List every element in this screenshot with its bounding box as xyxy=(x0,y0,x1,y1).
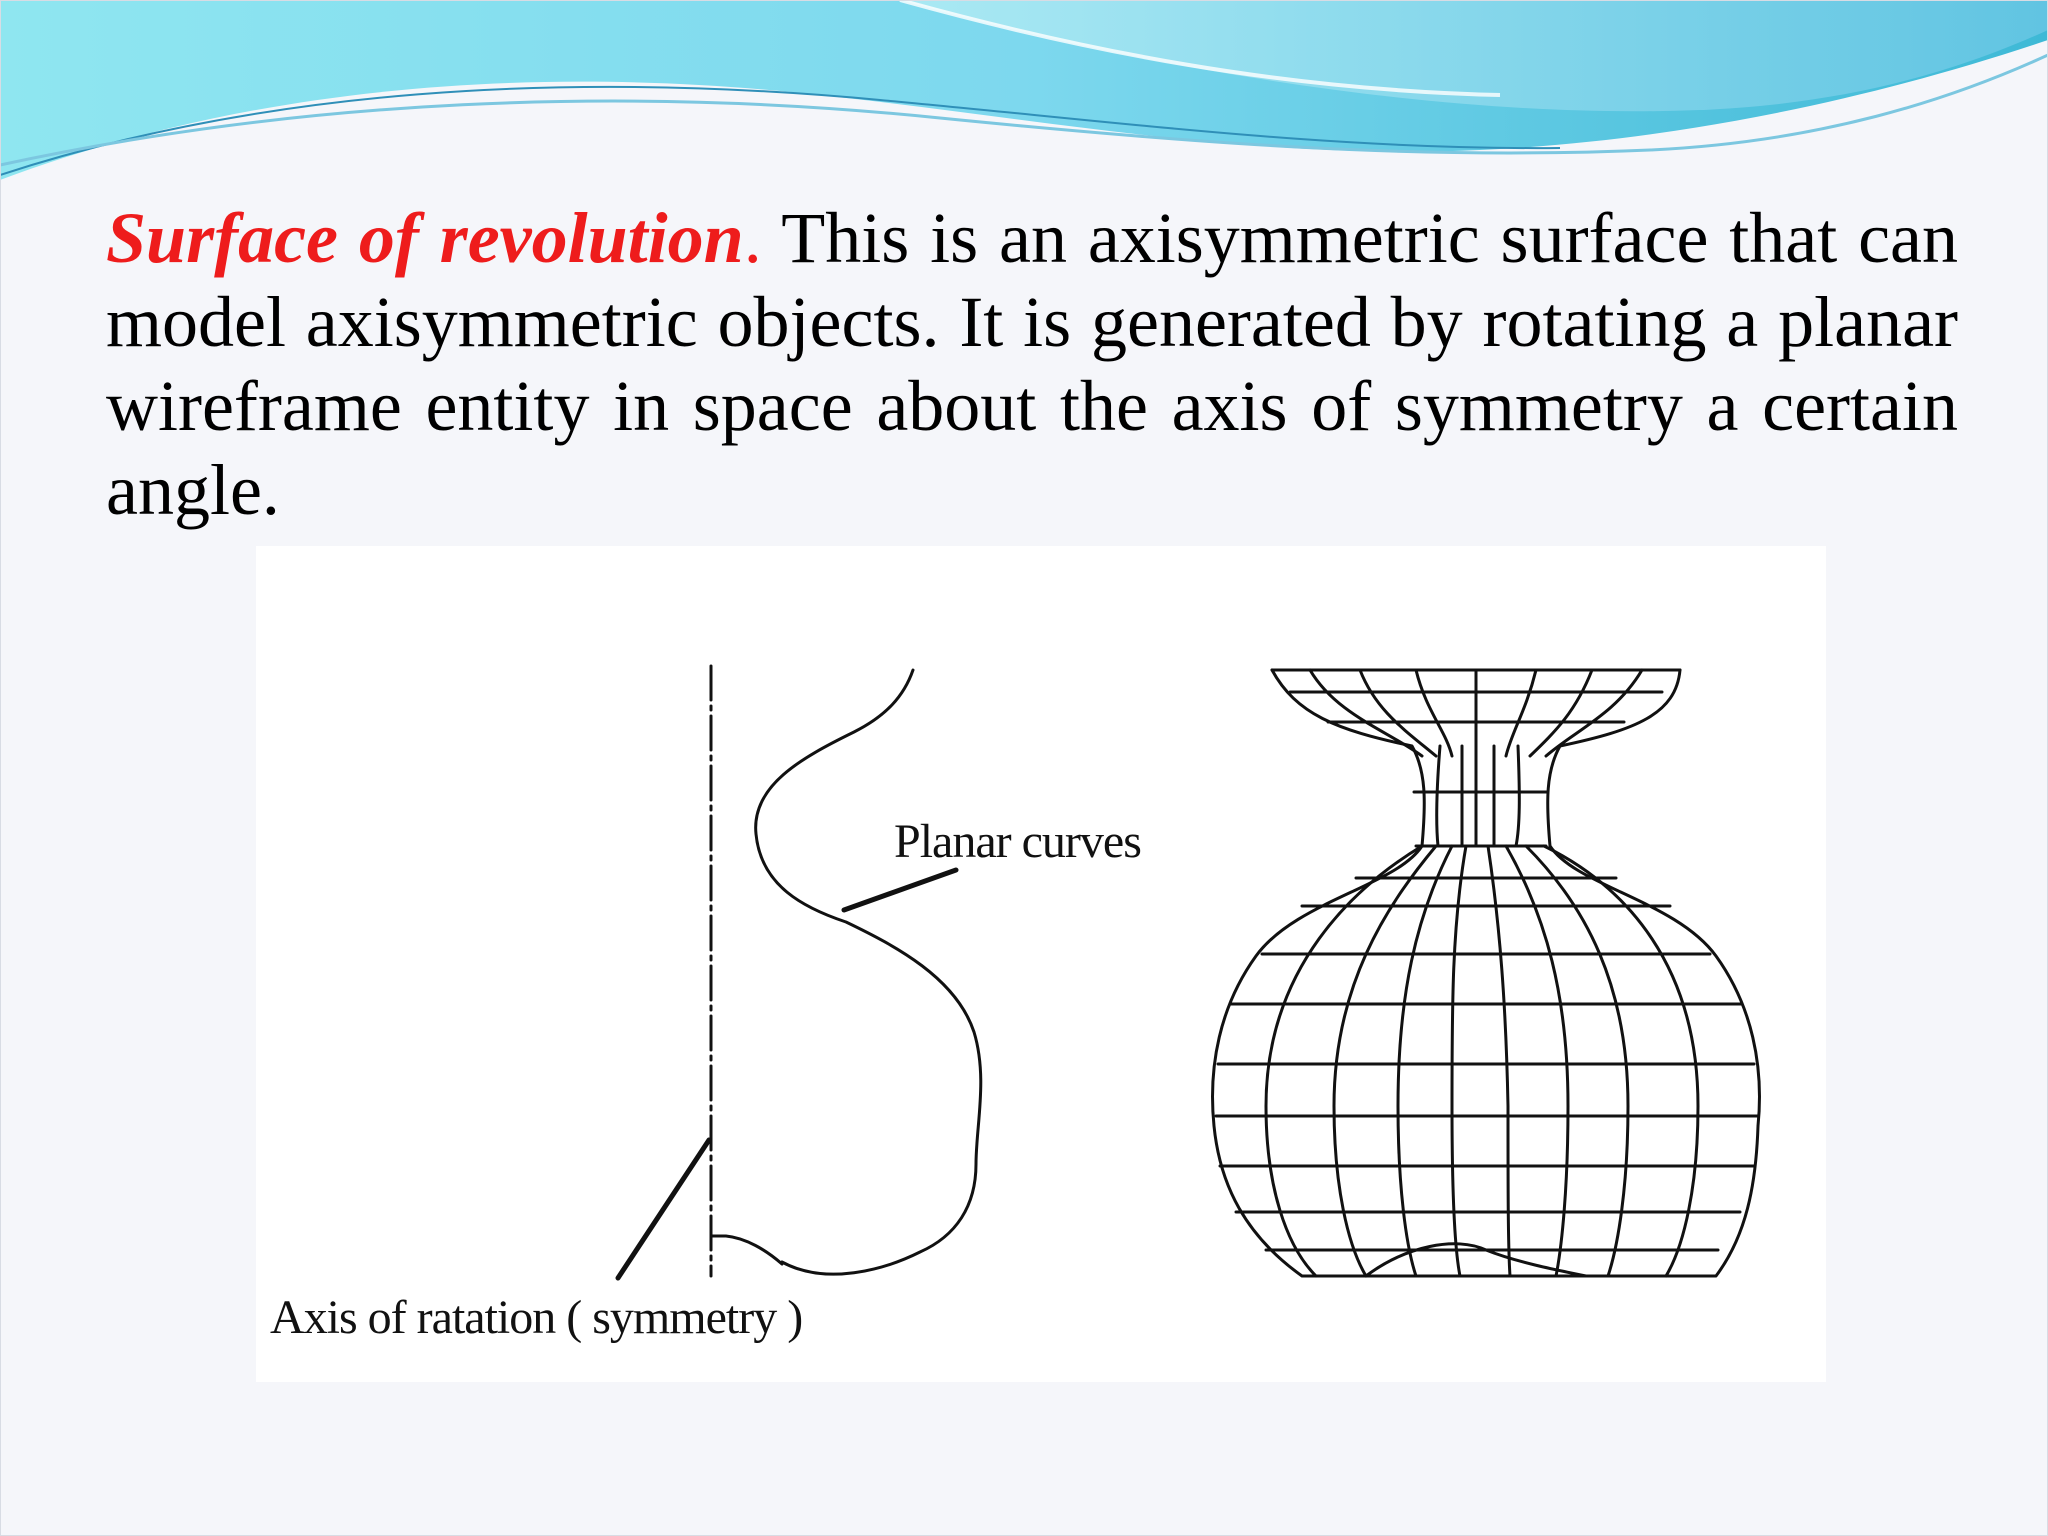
planar-pointer xyxy=(844,870,956,910)
figure-panel xyxy=(256,546,1826,1382)
body-text: This is an axisymmetric surface that can model axisymmetric objects. It is generated by rotating a planar wireframe entity in space about the axis of symmetry a certain angle. xyxy=(106,198,1958,530)
axis-pointer xyxy=(618,1140,709,1278)
wireframe-vase xyxy=(1213,670,1760,1276)
planar-curves-label: Planar curves xyxy=(894,815,1141,868)
figure-drawing xyxy=(256,546,1826,1382)
term-punctuation: . xyxy=(743,198,762,278)
term-heading: Surface of revolution xyxy=(106,198,744,278)
slide-paragraph xyxy=(106,196,1958,532)
profile-curve xyxy=(756,670,981,1274)
axis-of-rotation-label: Axis of ratation ( symmetry ) xyxy=(270,1291,803,1344)
